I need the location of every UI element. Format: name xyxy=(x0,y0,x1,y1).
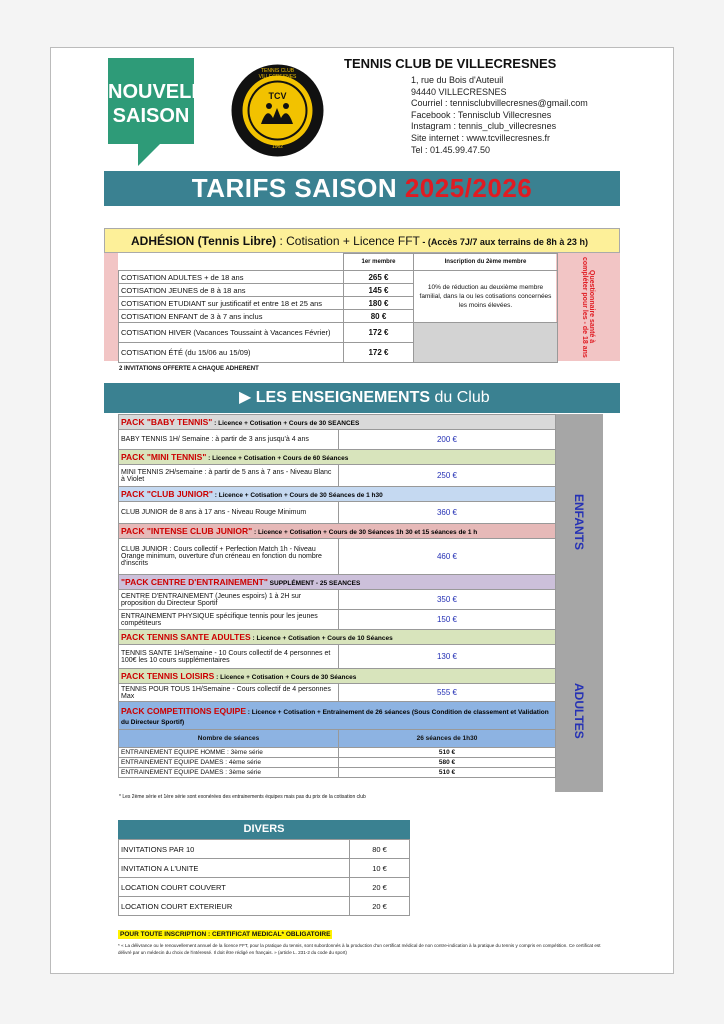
pack-row xyxy=(119,539,556,575)
pack-title: PACK "MINI TENNIS" xyxy=(121,452,207,462)
tariff-sheet xyxy=(50,47,674,974)
nouvelle-saison-badge xyxy=(108,58,217,166)
pack-header-row xyxy=(119,450,556,465)
adhesion-header xyxy=(104,228,620,253)
enseignements-banner xyxy=(104,383,620,413)
enfants-label: ENFANTS xyxy=(572,493,586,550)
pack-row-price: 150 € xyxy=(339,610,556,630)
competition-row-price: 510 € xyxy=(339,768,556,778)
logo-year: 1962 xyxy=(271,144,284,150)
competition-row-price: 580 € xyxy=(339,758,556,768)
club-address2: 94440 VILLECRESNES xyxy=(411,86,507,97)
adhesion-title: ADHÉSION (Tennis Libre) xyxy=(131,234,277,248)
competition-row-label: ENTRAINEMENT EQUIPE DAMES : 4ème série xyxy=(119,758,339,768)
adhesion-subtitle: : Cotisation + Licence FFT xyxy=(276,234,420,248)
row-price: 20 € xyxy=(350,878,410,897)
col-second-member: Inscription du 2ème membre xyxy=(414,254,558,271)
pack-row xyxy=(119,430,556,450)
competition-subtitle: : Licence + Cotisation + Entrainement de 26 séances xyxy=(246,708,411,716)
row-label: COTISATION JEUNES de 8 à 18 ans xyxy=(119,284,344,297)
club-instagram[interactable]: Instagram : tennis_club_villecresnes xyxy=(411,121,557,132)
banner-year: 2025/2026 xyxy=(404,173,533,203)
col-first-member: 1er membre xyxy=(344,254,414,271)
divers-header: DIVERS xyxy=(118,820,410,839)
pack-title: PACK TENNIS SANTE ADULTES xyxy=(121,632,251,642)
row-label: COTISATION ETUDIANT sur justificatif et entre 18 et 25 ans xyxy=(119,297,344,310)
pack-row-label: TENNIS POUR TOUS 1H/Semaine - Cours collectif de 4 personnes Max xyxy=(119,684,339,702)
second-member-text: 10% de réduction au deuxième membre familial, dans la ou les cotisations concernées les moins élevées. xyxy=(414,271,558,323)
pack-row-label: MINI TENNIS 2H/semaine : à partir de 5 ans à 7 ans - Niveau Blanc à Violet xyxy=(119,465,339,487)
row-price: 10 € xyxy=(350,859,410,878)
banner-title: TARIFS SAISON xyxy=(191,173,405,203)
pack-subtitle: : Licence + Cotisation + Cours de 10 Séances xyxy=(250,635,393,642)
pack-header xyxy=(119,630,556,645)
row-label: COTISATION ADULTES + de 18 ans xyxy=(119,271,344,284)
pack-row-label: TENNIS SANTE 1H/Semaine - 10 Cours collectif de 4 personnes et 100€ les 10 cours supplémentaires xyxy=(119,645,339,669)
competition-footnote: * Les 2ème série et 1ère série sont exonérées des entrainements équipes mais pas du prix de la cotisation club xyxy=(119,794,366,800)
pack-title: PACK "INTENSE CLUB JUNIOR" xyxy=(121,526,253,536)
pack-subtitle: : Licence + Cotisation + Cours de 30 SEANCES xyxy=(212,420,360,427)
competition-conditions: (Sous Condition de classement et Validation du Directeur Sportif) xyxy=(121,708,549,726)
pack-header-row xyxy=(119,524,556,539)
pack-row-label: CLUB JUNIOR de 8 ans à 17 ans - Niveau Rouge Minimum xyxy=(119,502,339,524)
table-row xyxy=(119,878,410,897)
badge-text xyxy=(108,80,217,128)
logo-initials: TCV xyxy=(268,91,287,101)
table-row xyxy=(119,897,410,916)
row-label: COTISATION HIVER (Vacances Toussaint à Vacances Février) xyxy=(119,323,344,343)
pack-row xyxy=(119,610,556,630)
club-email[interactable]: Courriel : tennisclubvillecresnes@gmail.com xyxy=(411,98,588,109)
row-price: 80 € xyxy=(344,310,414,323)
adultes-side xyxy=(555,630,603,792)
pack-header xyxy=(119,415,556,430)
pack-header-row xyxy=(119,669,556,684)
competition-row xyxy=(119,758,556,768)
pack-row-label: CLUB JUNIOR : Cours collectif + Perfection Match 1h - Niveau Orange minimum, ouverture d'un créneau en fonction du nombre d'inscrits xyxy=(119,539,339,575)
club-facebook[interactable]: Facebook : Tennisclub Villecresnes xyxy=(411,109,552,120)
pack-header xyxy=(119,524,556,539)
pack-subtitle: : Licence + Cotisation + Cours de 30 Séances 1h 30 et 15 séances de 1 h xyxy=(252,529,478,536)
pack-row xyxy=(119,590,556,610)
row-price: 172 € xyxy=(344,323,414,343)
adhesion-access: - (Accès 7J/7 aux terrains de 8h à 23 h) xyxy=(419,237,588,247)
enseignements-title-rest: du Club xyxy=(430,389,490,406)
row-price: 180 € xyxy=(344,297,414,310)
row-price: 20 € xyxy=(350,897,410,916)
pack-row-price: 555 € xyxy=(339,684,556,702)
pack-header xyxy=(119,669,556,684)
table-row xyxy=(119,859,410,878)
pack-title: PACK "BABY TENNIS" xyxy=(121,417,213,427)
pack-row xyxy=(119,684,556,702)
questionnaire-text: Questionnaire santé à compléter pour les - de 18 ans xyxy=(581,256,595,358)
table-row xyxy=(119,271,558,284)
row-price: 145 € xyxy=(344,284,414,297)
table-row xyxy=(119,840,410,859)
badge-line1: NOUVELLE xyxy=(108,81,217,103)
club-address1: 1, rue du Bois d'Auteuil xyxy=(411,75,504,85)
pack-title: PACK "CLUB JUNIOR" xyxy=(121,489,213,499)
pack-row xyxy=(119,502,556,524)
club-website[interactable]: Site internet : www.tcvillecresnes.fr xyxy=(411,132,551,143)
row-label: INVITATIONS PAR 10 xyxy=(119,840,350,859)
row-label: LOCATION COURT COUVERT xyxy=(119,878,350,897)
invitations-note: 2 INVITATIONS OFFERTE A CHAQUE ADHERENT xyxy=(119,366,259,372)
club-tel: Tel : 01.45.99.47.50 xyxy=(411,144,491,155)
logo-ring-text: TENNIS CLUB VILLECRESNES xyxy=(258,68,297,80)
grey-cell xyxy=(414,323,558,363)
pack-header-row xyxy=(119,487,556,502)
competition-row xyxy=(119,768,556,778)
competition-header xyxy=(119,702,556,730)
row-label: LOCATION COURT EXTERIEUR xyxy=(119,897,350,916)
pack-row xyxy=(119,465,556,487)
competition-columns xyxy=(119,730,556,748)
pack-header-row xyxy=(119,415,556,430)
pack-row-label: ENTRAINEMENT PHYSIQUE spécifique tennis pour les jeunes compétiteurs xyxy=(119,610,339,630)
adhesion-left-strip xyxy=(104,253,118,361)
play-icon: ▶ xyxy=(239,389,252,406)
pack-header-row xyxy=(119,575,556,590)
pack-row-price: 350 € xyxy=(339,590,556,610)
pack-header-row xyxy=(119,630,556,645)
competition-row xyxy=(119,748,556,758)
pack-row-label: BABY TENNIS 1H/ Semaine : à partir de 3 ans jusqu'à 4 ans xyxy=(119,430,339,450)
pack-title: PACK TENNIS LOISIRS xyxy=(121,671,215,681)
row-label: COTISATION ENFANT de 3 à 7 ans inclus xyxy=(119,310,344,323)
pack-row-price: 460 € xyxy=(339,539,556,575)
club-name: TENNIS CLUB DE VILLECRESNES xyxy=(344,56,557,71)
questionnaire-note xyxy=(556,253,620,361)
pack-row-price: 360 € xyxy=(339,502,556,524)
pack-subtitle: SUPPLÉMENT - 25 SEANCES xyxy=(267,580,361,587)
pack-title: "PACK CENTRE D'ENTRAINEMENT" xyxy=(121,577,268,587)
competition-row-label: ENTRAINEMENT EQUIPE DAMES : 3ème série xyxy=(119,768,339,778)
enseignements-table xyxy=(118,414,556,778)
certificate-legal: * « La délivrance ou le renouvellement annuel de la licence FFT, pour la pratique du tennis, sont subordonnés à la production d'un certificat médical de non contre-indication à la pratique du tennis y compris en compétition. Ce certificat est délivré par un médecin du choix de l'intéressé. Il doit être rédigé en français. » (article L. 231-2 du code du sport) xyxy=(118,943,601,955)
competition-header-row xyxy=(119,702,556,730)
badge-line2: SAISON xyxy=(112,105,190,127)
row-label: INVITATION A L'UNITE xyxy=(119,859,350,878)
competition-col1: Nombre de séances xyxy=(119,730,339,748)
pack-row-price: 250 € xyxy=(339,465,556,487)
certificate-title: POUR TOUTE INSCRIPTION : CERTIFICAT MEDICAL* OBLIGATOIRE xyxy=(120,931,331,938)
divers-table xyxy=(118,839,410,916)
pack-subtitle: : Licence + Cotisation + Cours de 60 Séances xyxy=(206,455,349,462)
pack-row-price: 130 € xyxy=(339,645,556,669)
competition-row-label: ENTRAINEMENT EQUIPE HOMME : 3ème série xyxy=(119,748,339,758)
row-price: 80 € xyxy=(350,840,410,859)
pack-row-label: CENTRE D'ENTRAINEMENT (Jeunes espoirs) 1 à 2H sur proposition du Directeur Sportif xyxy=(119,590,339,610)
adultes-label: ADULTES xyxy=(572,683,586,739)
row-price: 172 € xyxy=(344,343,414,363)
pack-header xyxy=(119,450,556,465)
pack-header xyxy=(119,487,556,502)
competition-col2: 26 séances de 1h30 xyxy=(339,730,556,748)
pack-row-price: 200 € xyxy=(339,430,556,450)
competition-title: PACK COMPETITIONS EQUIPE xyxy=(121,705,246,716)
pack-header xyxy=(119,575,556,590)
row-price: 265 € xyxy=(344,271,414,284)
row-label: COTISATION ÉTÉ (du 15/06 au 15/09) xyxy=(119,343,344,363)
club-contact xyxy=(411,75,588,156)
adhesion-table xyxy=(118,253,558,363)
club-logo xyxy=(231,64,324,157)
enseignements-title: LES ENSEIGNEMENTS xyxy=(255,389,431,406)
pack-row xyxy=(119,645,556,669)
pack-subtitle: : Licence + Cotisation + Cours de 30 Séances de 1 h30 xyxy=(212,492,383,499)
table-row xyxy=(119,323,558,343)
enfants-side xyxy=(555,414,603,630)
tarifs-banner xyxy=(104,171,620,206)
pack-subtitle: : Licence + Cotisation + Cours de 30 Séances xyxy=(214,674,357,681)
competition-row-price: 510 € xyxy=(339,748,556,758)
